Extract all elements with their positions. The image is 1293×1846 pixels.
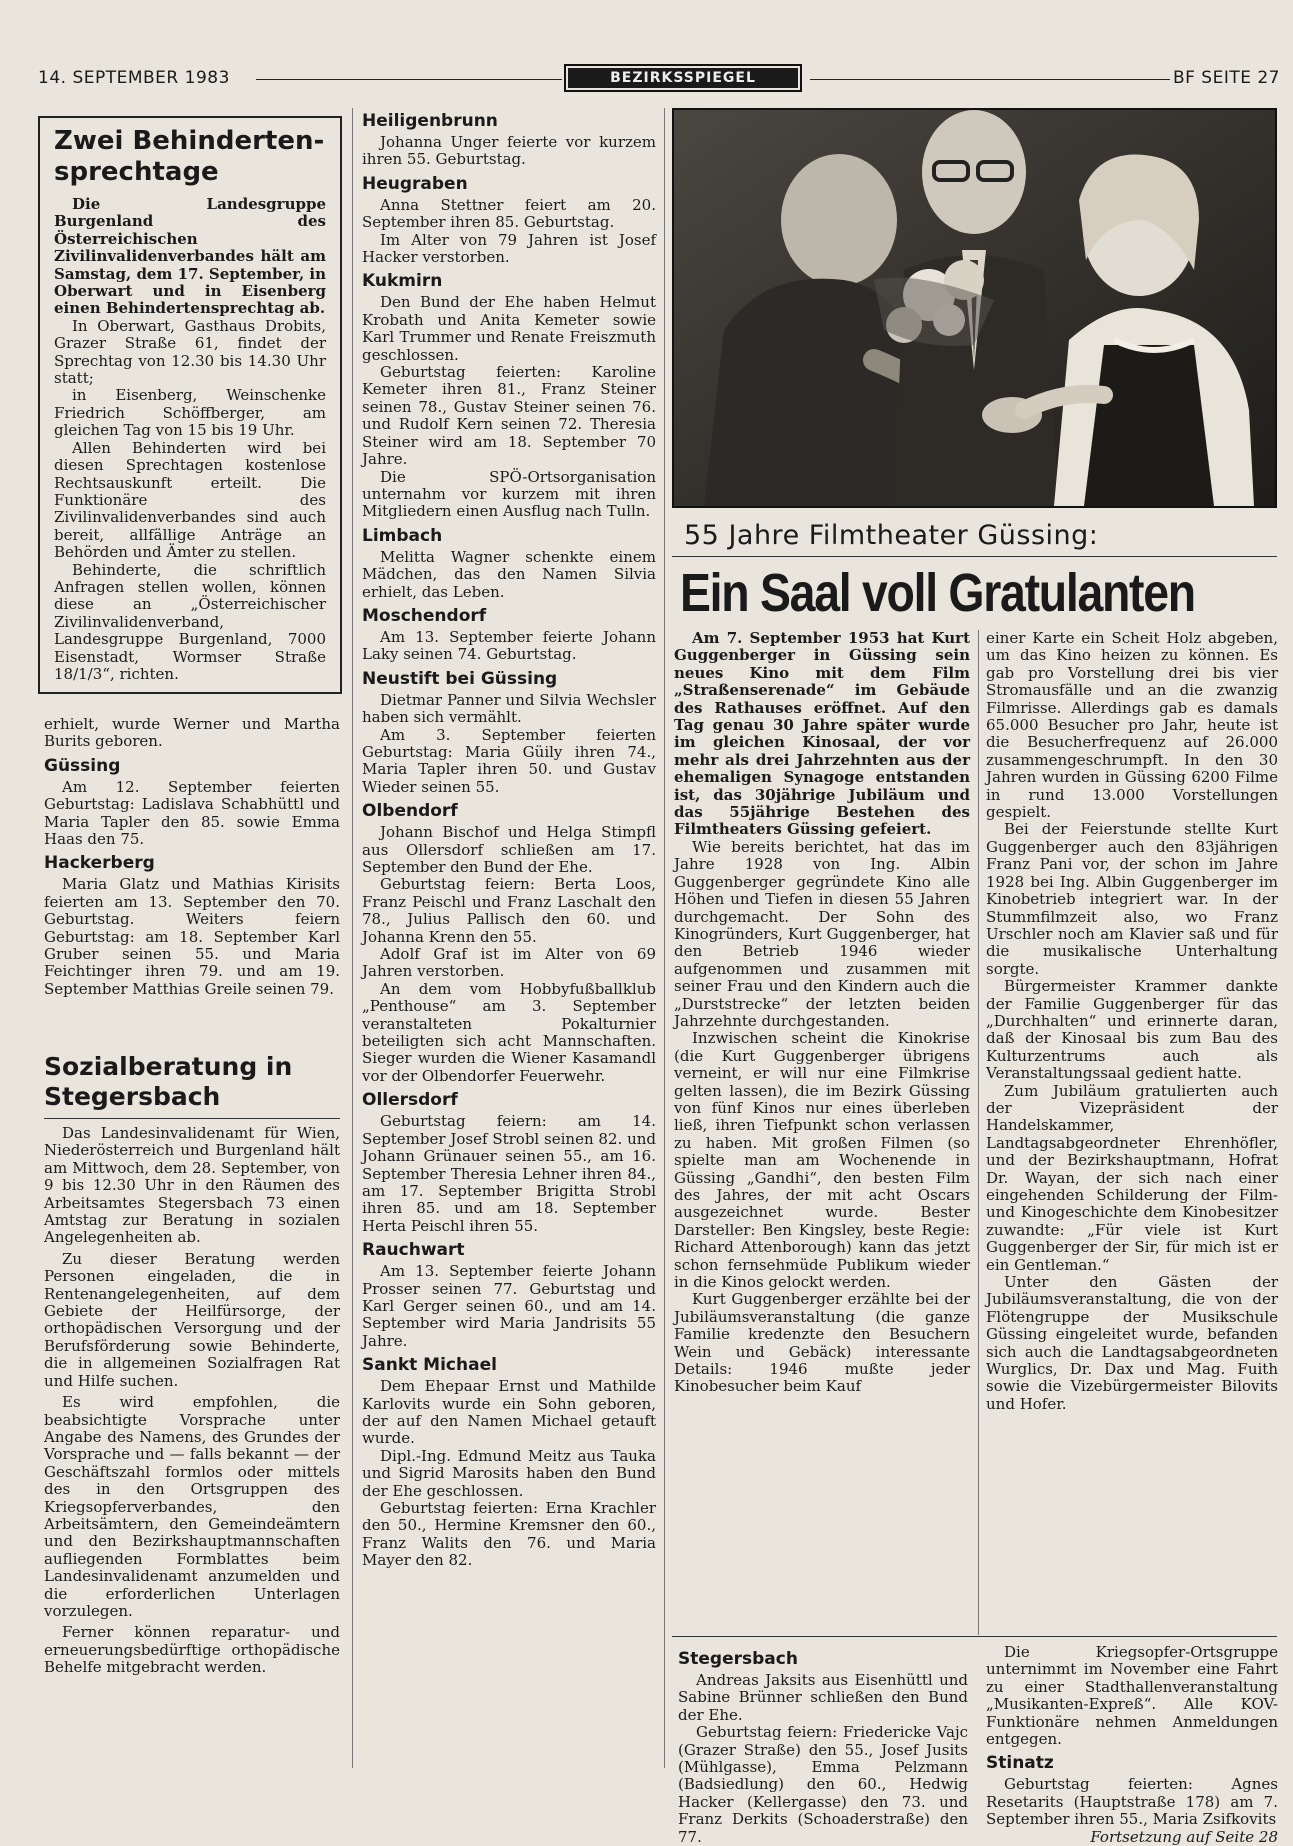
brief-sankt-michael: [362, 1354, 656, 1569]
brief-moschendorf: [362, 605, 656, 664]
article-lead: Am 7. September 1953 hat Kurt Guggenberger in Güssing sein neues Kino mit dem Film „Straßenserenade“ im Gebäude des Rathauses eröffnet. Auf den Tag genau 30 Jahre später wurde im gleichen Kinosaal, der vor mehr als drei Jahrzehnten aus der ehemaligen Synagoge entstanden ist, das 30jährige Jubiläum und das 55jährige Bestehen des Filmtheaters Güssing gefeiert.: [674, 629, 970, 839]
continuation-text: erhielt, wurde Werner und Martha Burits geboren.: [44, 715, 340, 751]
column-divider: [664, 108, 665, 1768]
article-paragraph: Kurt Guggenberger erzählte bei der Jubiläumsveranstaltung (die ganze Familie kredenzte den Besuchern Wein und Gebäck) interessante Details: 1946 mußte jeder Kinobesucher beim Kauf: [674, 1290, 970, 1396]
header-rule-left: [256, 79, 562, 80]
page-header: [38, 64, 1280, 94]
brief-text: Im Alter von 79 Jahren ist Josef Hacker verstorben.: [362, 230, 656, 267]
section-label-box: [564, 64, 802, 92]
article-box-behindertensprechtage: [38, 116, 342, 694]
article-paragraph: Ferner können reparatur- und erneuerungsbedürftige orthopädische Behelfe mitgebracht werden.: [44, 1623, 340, 1677]
header-date: 14. SEPTEMBER 1983: [38, 68, 230, 88]
section-heading: Heiligenbrunn: [362, 111, 498, 131]
brief-stegersbach: [678, 1644, 968, 1846]
column-1-briefs: [44, 716, 340, 998]
title-rule: [44, 1118, 340, 1119]
brief-text: Die Kriegsopfer-Ortsgruppe unternimmt im November eine Fahrt zu einer Stadthallenveranstaltung „Musikanten-Expreß“. Alle KOV-Funktionäre nehmen Anmeldungen entgegen.: [986, 1643, 1278, 1749]
brief-rauchwart: [362, 1239, 656, 1350]
section-heading-guessing: Güssing: [44, 755, 121, 776]
brief-ollersdorf: [362, 1089, 656, 1235]
section-heading: Ollersdorf: [362, 1090, 458, 1111]
header-rule-right: [810, 79, 1170, 80]
brief-text: Anna Stettner feiert am 20. September ihren 85. Geburtstag.: [362, 195, 656, 232]
brief-text: Am 13. September feierte Johann Laky seinen 74. Geburtstag.: [362, 627, 656, 664]
brief-text: Am 12. September feierten Geburtstag: Ladislava Schabhüttl und Maria Tapler den 85. sowie Emma Haas den 75.: [44, 777, 340, 849]
section-heading: Neustift bei Güssing: [362, 668, 558, 689]
article-paragraph: Unter den Gästen der Jubiläumsveranstaltung, die von der Flötengruppe der Musikschule Güssing eingeleitet wurde, befanden sich auch die Landtagsabgeordneten Wurglics, Dr. Dax und Mag. Fuith sowie die Vizebürgermeister Bilovits und Hofer.: [986, 1273, 1278, 1413]
brief-text: Melitta Wagner schenkte einem Mädchen, das den Namen Silvia erhielt, das Leben.: [362, 547, 656, 601]
article-title: Zwei Behinderten-sprechtage: [54, 126, 325, 187]
article-paragraph: in Eisenberg, Weinschenke Friedrich Schöffberger, am gleichen Tag von 15 bis 19 Uhr.: [54, 386, 326, 440]
kicker-rule: [672, 556, 1277, 557]
header-page-number: BF SEITE 27: [1172, 68, 1280, 88]
article-paragraph: Allen Behinderten wird bei diesen Sprechtagen kostenlose Rechtsauskunft erteilt. Die Funktionäre des Zivilinvalidenverbandes sind auch bereit, allfällige Anträge an Behörden und Ämter zu stellen.: [54, 438, 326, 562]
brief-text: An dem vom Hobbyfußballklub „Penthouse“ am 3. September veranstalteten Pokalturnier beteiligten sich acht Mannschaften. Sieger wurden die Wiener Kasamandl vor der Olbendorfer Feuerwehr.: [362, 979, 656, 1085]
brief-text: Johanna Unger feierte vor kurzem ihren 55. Geburtstag.: [362, 133, 656, 169]
brief-text: Die SPÖ-Ortsorganisation unternahm vor kurzem mit ihren Mitgliedern einen Ausflug nach Tulln.: [362, 467, 656, 521]
brief-kov-stinatz: [986, 1644, 1278, 1846]
brief-text: Geburtstag feiern: Berta Loos, Franz Peischl und Franz Laschalt den 78., Julius Pallisch den 60. und Johanna Krenn den 55.: [362, 875, 656, 946]
brief-text: Geburtstag feiern: am 14. September Josef Strobl seinen 82. und Johann Grünauer seinen 55., am 16. September Theresia Lehner ihren 84., am 17. September Brigitta Strobl ihren 85. und am 18. September Herta Peischl ihren 55.: [362, 1112, 656, 1235]
section-heading: Olbendorf: [362, 801, 458, 822]
film-article-column-b: [986, 630, 1278, 1413]
brief-text: Am 13. September feierte Johann Prosser seinen 77. Geburtstag und Karl Gerger seinen 60., und am 14. September wird Maria Jandrisits 55 Jahre.: [362, 1262, 656, 1350]
brief-text: Andreas Jaksits aus Eisenhüttl und Sabine Brünner schließen den Bund der Ehe.: [678, 1671, 968, 1724]
section-heading: Kukmirn: [362, 271, 443, 292]
article-paragraph: Bei der Feierstunde stellte Kurt Guggenberger auch den 83jährigen Franz Pani vor, der schon im Jahre 1928 bei Ing. Albin Guggenberger im Kinobetrieb integriert war. In der Stummfilmzeit also, wo Franz Urschler noch am Klavier saß und für die musikalische Unterhaltung sorgte.: [986, 820, 1278, 978]
brief-text: Den Bund der Ehe haben Helmut Krobath und Anita Kemeter sowie Karl Trummer und Renate Freiszmuth geschlossen.: [362, 293, 656, 364]
article-title: Sozialberatung in Stegersbach: [44, 1052, 293, 1111]
brief-text: Maria Glatz und Mathias Kirisits feierten am 13. September den 70. Geburtstag. Weiters feiern Geburtstag: am 18. September Karl Gruber seinen 55. und Maria Feichtinger ihren 79. und am 19. September Matthias Greile seinen 79.: [44, 875, 340, 998]
article-paragraph: Zu dieser Beratung werden Personen eingeladen, die in Rentenangelegenheiten, auf dem Gebiete der Heilfürsorge, der orthopädischen Versorgung und der Berufsförderung sowie Behinderte, die in allgemeinen Sozialfragen Rat und Hilfe suchen.: [44, 1249, 340, 1390]
section-heading-stegersbach: Stegersbach: [678, 1649, 798, 1669]
article-kicker: 55 Jahre Filmtheater Güssing:: [684, 520, 1099, 551]
article-paragraph: Zum Jubiläum gratulierten auch der Vizepräsident der Handelskammer, Landtagsabgeordneter Ehrenhöfler, und der Bezirkshauptmann, Hofrat Dr. Wayan, der sich nach einer eingehenden Schilderung der Film- und Kinogeschichte dem Kinobesitzer zuwandte: „Für viele ist Kurt Guggenberger der Sir, für mich ist er ein Gentleman.“: [986, 1081, 1278, 1274]
brief-text: Geburtstag feierten: Erna Krachler den 50., Hermine Kremsner den 60., Franz Walits den 76. und Maria Mayer den 82.: [362, 1499, 656, 1570]
film-article-column-a: [674, 630, 970, 1396]
brief-heugraben: [362, 173, 656, 267]
section-heading: Rauchwart: [362, 1240, 465, 1261]
continuation-note: Fortsetzung auf Seite 28: [1090, 1827, 1278, 1846]
brief-text: Dipl.-Ing. Edmund Meitz aus Tauka und Sigrid Marosits haben den Bund der Ehe geschlossen.: [362, 1446, 656, 1500]
article-end-rule: [672, 1636, 1277, 1637]
section-heading-stinatz: Stinatz: [986, 1753, 1054, 1774]
brief-text: Geburtstag feierten: Agnes Resetarits (Hauptstraße 178) am 7. September ihren 55., Maria Zsifkovits: [986, 1775, 1278, 1829]
article-sozialberatung: [44, 1052, 340, 1677]
photo-people-flowers: [672, 108, 1277, 508]
column-divider: [978, 630, 979, 1635]
brief-text: Geburtstag feierten: Karoline Kemeter ihren 81., Franz Steiner seinen 78., Gustav Steiner seinen 76. und Rudolf Kern seinen 72. Theresia Steiner wird am 18. September 70 Jahre.: [362, 363, 656, 469]
photo-illustration: [674, 110, 1275, 506]
column-divider: [352, 108, 353, 1768]
brief-text: Dem Ehepaar Ernst und Mathilde Karlovits wurde ein Sohn geboren, der auf den Namen Michael getauft wurde.: [362, 1377, 656, 1448]
article-lead: Die Landesgruppe Burgenland des Österreichischen Zivilinvalidenverbandes hält am Samstag, dem 17. September, in Oberwart und in Eisenberg einen Behindertensprechtag ab.: [54, 195, 326, 318]
brief-text: Geburtstag feiern: Friedericke Vajc (Grazer Straße) den 55., Josef Jusits (Mühlgasse), Emma Pelzmann (Badsiedlung) den 60., Hedwig Hacker (Kellergasse) den 73. und Franz Derkits (Schoaderstraße) den 77.: [678, 1723, 968, 1846]
article-headline: Ein Saal voll Gratulanten: [680, 563, 1195, 623]
article-paragraph: Das Landesinvalidenamt für Wien, Niederösterreich und Burgenland hält am Mittwoch, dem 28. September, von 9 bis 12.30 Uhr in den Räumen des Arbeitsamtes Stegersbach 73 einen Amtstag zur Beratung in sozialen Angelegenheiten ab.: [44, 1124, 340, 1247]
section-label: BEZIRKSSPIEGEL: [568, 68, 798, 88]
section-heading-hackerberg: Hackerberg: [44, 853, 155, 874]
article-paragraph: Wie bereits berichtet, hat das im Jahre 1928 von Ing. Albin Guggenberger gegründete Kino alle Höhen und Tiefen in diesen 55 Jahren durchgemacht. Der Sohn des Kinogründers, Kurt Guggenberger, hat den Betrieb 1946 wieder aufgenommen und zusammen mit seiner Frau und den Kindern auch die „Durststrecke“ der letzten beiden Jahrzehnte durchgestanden.: [674, 837, 970, 1030]
article-paragraph: einer Karte ein Scheit Holz abgeben, um das Kino heizen zu können. Es gab pro Vorstellung drei bis vier Stromausfälle und an die zwanzig Filmrisse. Allerdings gab es damals 65.000 Besucher pro Jahr, heute ist die Besucherfrequenz auf 26.000 zusammengeschrumpft. In den 30 Jahren wurden in Güssing 6200 Filme in rund 13.000 Vorstellungen gespielt.: [986, 629, 1278, 822]
brief-text: Adolf Graf ist im Alter von 69 Jahren verstorben.: [362, 945, 656, 981]
brief-text: Dietmar Panner und Silvia Wechsler haben sich vermählt.: [362, 690, 656, 727]
brief-neustift: [362, 668, 656, 796]
section-heading: Moschendorf: [362, 605, 487, 626]
brief-kukmirn: [362, 270, 656, 520]
column-2-briefs: [362, 106, 656, 1570]
section-heading: Heugraben: [362, 173, 468, 194]
article-paragraph: Inzwischen scheint die Kinokrise (die Kurt Guggenberger übrigens verneint, er will nur eine Filmkrise gelten lassen), die im Bezirk Güssing von fünf Kinos nur eines überleben ließ, ihren Tiefpunkt schon verlassen zu haben. Mit großen Filmen (so spielte man am Wochenende in Güssing „Gandhi“, den besten Film des Jahres, der mit acht Oscars ausgezeichnet wurde. Bester Darsteller: Ben Kingsley, beste Regie: Richard Attenborough) kann das jetzt schon fernsehmüde Publikum wieder in die Kinos gelockt werden.: [674, 1029, 970, 1292]
article-paragraph: Behinderte, die schriftlich Anfragen stellen wollen, können diese an „Österreichischer Zivilinvalidenverband, Landesgruppe Burgenland, 7000 Eisenstadt, Wormser Straße 18/1/3“, richten.: [54, 560, 326, 683]
article-paragraph: Bürgermeister Krammer dankte der Familie Guggenberger für das „Durchhalten“ und erinnerte daran, daß der Kinosaal bis zum Bau des Kulturzentrums auch als Veranstaltungssaal gedient hatte.: [986, 977, 1278, 1083]
brief-limbach: [362, 525, 656, 601]
brief-olbendorf: [362, 800, 656, 1085]
article-paragraph: In Oberwart, Gasthaus Drobits, Grazer Straße 61, findet der Sprechtag von 12.30 bis 14.30 Uhr statt;: [54, 316, 326, 388]
brief-heiligenbrunn: [362, 110, 656, 169]
brief-text: Johann Bischof und Helga Stimpfl aus Ollersdorf schließen am 17. September den Bund der Ehe.: [362, 823, 656, 876]
section-heading: Limbach: [362, 525, 443, 546]
article-paragraph: Es wird empfohlen, die beabsichtigte Vorsprache unter Angabe des Namens, des Grundes der Vorsprache und — falls bekannt — der Geschäftszahl formlos oder mittels des in den Ortsgruppen des Kriegsopferverbandes, den Arbeitsämtern, den Gemeindeämtern und den Bezirkshauptmannschaften aufliegenden Formblattes beim Landesinvalidenamt anzumelden und die erforderlichen Unterlagen vorzulegen.: [44, 1393, 340, 1620]
brief-text: Am 3. September feierten Geburtstag: Maria Güily ihren 74., Maria Tapler ihren 50. und Gustav Wieder seinen 55.: [362, 725, 656, 796]
section-heading: Sankt Michael: [362, 1355, 497, 1376]
